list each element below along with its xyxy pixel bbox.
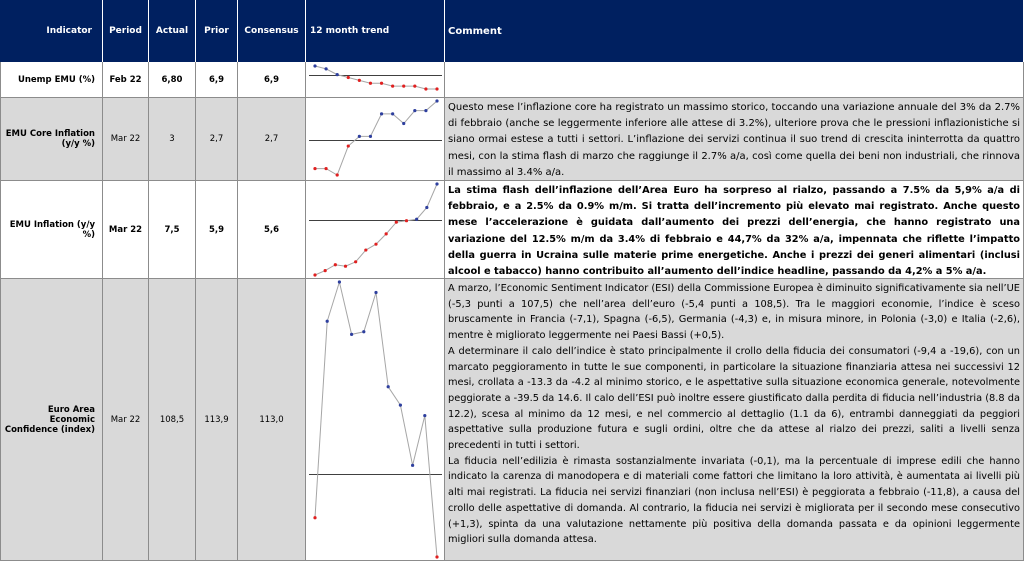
table-row-core-inflation	[0, 98, 1024, 181]
trend-sparkline	[306, 62, 445, 98]
trend-point	[387, 385, 390, 388]
period-value: Feb 22	[103, 62, 149, 98]
header-consensus: Consensus	[238, 0, 306, 62]
trend-point	[347, 144, 350, 147]
trend-point	[413, 109, 416, 112]
trend-line	[315, 184, 437, 275]
comment-paragraph: A determinare il calo dell’indice è stato principalmente il crollo della fiducia dei consumatori (-9,4 a -19,6), con un marcato peggioramento in tutte le sue componenti, in particolare la situazione finanziaria attesa nei successivi 12 mesi, crollata a -13.3 da -4.2 al minimo storico, e le aspettative sulla situazione economica generale, notevolmente peggiorate a -39.5 da 14.6. Il calo dell’ESI può inoltre essere giustificato dalla perdita di fiducia nell’industria (8.8 da 12.2), scesa al minimo da 12 mesi, e nel commercio al dettaglio (1.1 da 6), entrambi danneggiati da peggiori aspettative sulla produzione futura e sugli ordini, oltre che da attese al rialzo dei prezzi, saliti a livelli senza precedenti in tutti i settori.	[448, 345, 1020, 452]
trend-point	[350, 333, 353, 336]
consensus-value: 113,0	[238, 279, 306, 561]
prior-value: 5,9	[196, 181, 238, 279]
prior-value: 2,7	[196, 98, 238, 181]
trend-sparkline-cell	[306, 279, 445, 561]
comment-cell	[445, 181, 1024, 279]
trend-point	[358, 79, 361, 82]
actual-value: 3	[149, 98, 196, 181]
trend-point	[405, 219, 408, 222]
trend-point	[336, 73, 339, 76]
trend-point	[326, 320, 329, 323]
prior-value: 6,9	[196, 62, 238, 98]
table-row-inflation	[0, 181, 1024, 279]
trend-point	[380, 82, 383, 85]
comment-paragraph: La fiducia nell’edilizia è rimasta sostanzialmente invariata (-0,1), ma la percentuale di imprese edili che hanno indicato la carenza di manodopera e di materiali come fattori che limitano la loro attività, è aumentata ai livelli più alti mai registrati. La fiducia nei servizi finanziari (non inclusa nell’ESI) è peggiorata a febbraio (-11,8), a causa del crollo delle aspettative di domanda. Al contrario, la fiducia nei servizi è migliorata per il secondo mese consecutivo (+1,3), spinta da una valutazione nettamente più positiva della domanda passata e da opinioni leggermente migliori sulla domanda attesa.	[448, 455, 1020, 546]
trend-point	[313, 167, 316, 170]
trend-point	[338, 280, 341, 283]
trend-point	[385, 232, 388, 235]
trend-point	[324, 67, 327, 70]
period-value: Mar 22	[103, 181, 149, 279]
trend-line	[315, 101, 437, 175]
trend-point	[395, 221, 398, 224]
header-prior: Prior	[196, 0, 238, 62]
trend-point	[313, 516, 316, 519]
trend-point	[380, 112, 383, 115]
trend-point	[313, 273, 316, 276]
table-row-unemp	[0, 62, 1024, 98]
trend-point	[313, 64, 316, 67]
comment-cell	[445, 62, 1024, 98]
trend-point	[358, 135, 361, 138]
trend-point	[425, 206, 428, 209]
comment-cell	[445, 98, 1024, 181]
trend-point	[399, 403, 402, 406]
trend-point	[364, 248, 367, 251]
table-row-economic-confidence	[0, 279, 1024, 561]
trend-point	[354, 260, 357, 263]
trend-point	[374, 291, 377, 294]
consensus-value: 5,6	[238, 181, 306, 279]
trend-point	[424, 109, 427, 112]
trend-sparkline-cell	[306, 98, 445, 181]
actual-value: 108,5	[149, 279, 196, 561]
header-comment: Comment	[445, 0, 1024, 62]
trend-point	[336, 173, 339, 176]
period-value: Mar 22	[103, 98, 149, 181]
indicator-name: EMU Core Inflation (y/y %)	[0, 98, 103, 181]
trend-point	[435, 99, 438, 102]
trend-point	[324, 269, 327, 272]
prior-value: 113,9	[196, 279, 238, 561]
comment-paragraph: A marzo, l’Economic Sentiment Indicator (ESI) della Commissione Europea è diminuito significativamente sia nell’UE (-5,3 punti a 107,5) che nell’area dell’euro (-5,4 punti a 108,5). Tra le maggiori economie, l’indice è sceso bruscamente in Francia (-7,1), Spagna (-6,5), Germania (-4,3) e, in misura minore, in Polonia (-3,0) e Italia (-2,6), mentre è migliorato leggermente nei Paesi Bassi (+0,5).	[448, 283, 1020, 342]
actual-value: 6,80	[149, 62, 196, 98]
trend-line	[315, 66, 437, 89]
header-period: Period	[103, 0, 149, 62]
trend-point	[374, 243, 377, 246]
comment-text: Questo mese l’inflazione core ha registrato un massimo storico, toccando una variazione annuale del 3% da 2.7% di febbraio (anche se leggermente inferiore alle attese di 3.2%), ulteriore prova che le pressioni inflazionistiche si siano ormai estese a tutti i settori. L’inflazione dei servizi continua il suo trend di crescita ininterrotta da quattro mesi, con la stima flash di marzo che raggiunge il 2.7% a/a, così come quella dei beni non industriali, che rinnova il massimo al 3.4% a/a.	[448, 102, 1020, 178]
trend-point	[415, 218, 418, 221]
trend-point	[344, 265, 347, 268]
period-value: Mar 22	[103, 279, 149, 561]
trend-point	[424, 87, 427, 90]
indicator-name: EMU Inflation (y/y %)	[0, 181, 103, 279]
trend-point	[369, 135, 372, 138]
trend-point	[324, 167, 327, 170]
trend-sparkline	[306, 181, 445, 279]
comment-cell	[445, 279, 1024, 561]
trend-line	[315, 282, 437, 557]
trend-point	[423, 414, 426, 417]
trend-point	[402, 122, 405, 125]
consensus-value: 2,7	[238, 98, 306, 181]
indicator-name: Euro Area Economic Confidence (index)	[0, 279, 103, 561]
trend-point	[435, 87, 438, 90]
trend-point	[334, 263, 337, 266]
trend-sparkline	[306, 98, 445, 181]
trend-point	[362, 330, 365, 333]
trend-point	[391, 85, 394, 88]
header-indicator: Indicator	[0, 0, 103, 62]
trend-point	[435, 182, 438, 185]
trend-sparkline	[306, 279, 445, 561]
trend-point	[402, 85, 405, 88]
comment-text: La stima flash dell’inflazione dell’Area Euro ha sorpreso al rialzo, passando a 7.5% da 5,9% a/a di febbraio, e a 2.5% da 0.9% m/m. Si tratta dell’incremento più elevato mai registrato. Anche questo mese l’accelerazione è guidata dall’aumento dei prezzi dell’energia, che hanno registrato una variazione del 12.5% m/m da 3.4% di febbraio e 44,7% da 32% a/a, impennata che riflette l’impatto della guerra in Ucraina sulle materie prime energetiche. Anche i prezzi dei generi alimentari (inclusi alcool e tabacco) hanno contribuito all’aumento dell’indice headline, passando da 4,2% a 5% a/a.	[448, 185, 1020, 278]
trend-point	[347, 76, 350, 79]
trend-point	[413, 85, 416, 88]
trend-point	[411, 464, 414, 467]
trend-sparkline-cell	[306, 62, 445, 98]
trend-point	[435, 555, 438, 558]
trend-point	[391, 112, 394, 115]
trend-sparkline-cell	[306, 181, 445, 279]
indicator-name: Unemp EMU (%)	[0, 62, 103, 98]
trend-point	[369, 82, 372, 85]
header-trend: 12 month trend	[306, 0, 445, 62]
actual-value: 7,5	[149, 181, 196, 279]
consensus-value: 6,9	[238, 62, 306, 98]
header-actual: Actual	[149, 0, 196, 62]
